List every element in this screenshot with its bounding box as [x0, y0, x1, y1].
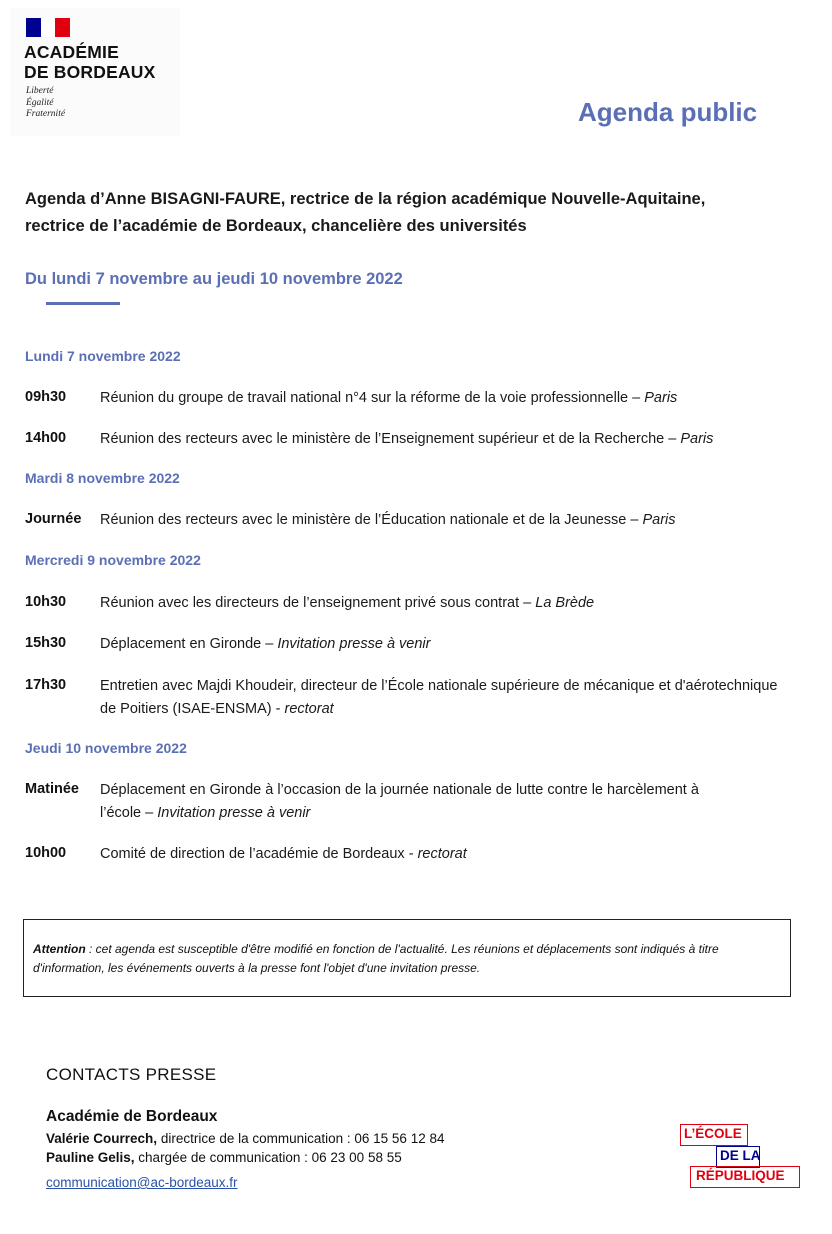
page-title: Agenda public [578, 97, 758, 127]
event-location: Paris [642, 512, 676, 528]
contact-name: Pauline Gelis, [46, 1150, 135, 1165]
ecole-logo-line-3: RÉPUBLIQUE [696, 1168, 785, 1183]
motto-fraternite: Fraternité [26, 109, 66, 119]
contact-role: chargée de communication : 06 23 00 58 55 [134, 1150, 402, 1165]
event-location: Paris [644, 390, 678, 406]
event-text: Réunion des recteurs avec le ministère de l’Enseignement supérieur et de la Recherche – [100, 431, 681, 447]
period-underline [46, 302, 120, 305]
event-time: 17h30 [25, 677, 67, 693]
event-time: Matinée [25, 781, 79, 797]
day-heading: Lundi 7 novembre 2022 [25, 348, 181, 364]
event-time: 15h30 [25, 635, 67, 651]
ecole-logo-line-1: L’ÉCOLE [684, 1126, 742, 1141]
event-description [100, 843, 800, 866]
agenda-period: Du lundi 7 novembre au jeudi 10 novembre 2022 [25, 270, 403, 288]
event-text: Comité de direction de l’académie de Bordeaux - [100, 846, 418, 862]
event-description [100, 675, 780, 721]
event-time: Journée [25, 511, 82, 527]
disclaimer-box [23, 919, 791, 997]
contact-person [46, 1150, 402, 1165]
event-text: Déplacement en Gironde à l’occasion de la journée nationale de lutte contre le harcèlement à l’école – [100, 782, 699, 821]
disclaimer-body: : cet agenda est susceptible d'être modifié en fonction de l'actualité. Les réunions et déplacements sont indiqués à titre d'information, les événements ouverts à la presse font l'objet d'une invitation presse. [33, 942, 719, 975]
logo-line-1: ACADÉMIE [24, 42, 119, 62]
disclaimer-label: Attention [33, 942, 86, 956]
ecole-republique-logo [676, 1120, 802, 1192]
event-text: Réunion du groupe de travail national n°4 sur la réforme de la voie professionnelle – [100, 390, 645, 406]
event-description [100, 509, 800, 532]
contact-name: Valérie Courrech, [46, 1131, 158, 1146]
academie-logo [10, 8, 180, 136]
marianne-flag-icon [26, 18, 70, 37]
event-location: rectorat [417, 846, 467, 862]
event-location: La Brède [535, 595, 595, 611]
day-heading: Mardi 8 novembre 2022 [25, 470, 180, 486]
logo-line-2: DE BORDEAUX [24, 62, 156, 82]
contact-role: directrice de la communication : 06 15 56 12 84 [157, 1131, 445, 1146]
event-text: Réunion des recteurs avec le ministère de l’Éducation nationale et de la Jeunesse – [100, 512, 643, 528]
event-text: Réunion avec les directeurs de l’enseignement privé sous contrat – [100, 595, 536, 611]
event-time: 10h30 [25, 594, 67, 610]
logo-name [24, 42, 156, 82]
agenda-heading: Agenda d’Anne BISAGNI-FAURE, rectrice de la région académique Nouvelle-Aquitaine, rectrice de l’académie de Bordeaux, chancelière des universités [25, 190, 706, 235]
event-time: 09h30 [25, 389, 67, 405]
logo-motto [26, 86, 65, 121]
contact-email-link[interactable]: communication@ac-bordeaux.fr [46, 1175, 238, 1190]
event-location: Invitation presse à venir [277, 636, 431, 652]
day-heading: Jeudi 10 novembre 2022 [25, 740, 187, 756]
event-description [100, 387, 800, 410]
event-location: Invitation presse à venir [157, 805, 311, 821]
motto-liberte: Liberté [26, 86, 54, 96]
event-description [100, 428, 820, 451]
event-location: Paris [680, 431, 714, 447]
event-description [100, 633, 800, 656]
motto-egalite: Égalité [26, 97, 54, 108]
contacts-organization: Académie de Bordeaux [46, 1108, 218, 1125]
event-description [100, 592, 800, 615]
contact-person [46, 1131, 444, 1146]
disclaimer-text [33, 940, 785, 978]
ecole-logo-line-2: DE LA [720, 1148, 761, 1163]
contacts-title: CONTACTS PRESSE [46, 1065, 217, 1084]
event-time: 10h00 [25, 845, 67, 861]
event-text: Déplacement en Gironde – [100, 636, 278, 652]
event-text: Entretien avec Majdi Khoudeir, directeur de l’École nationale supérieure de mécanique et d'aérotechnique de Poitiers (ISAE-ENSMA) - [100, 678, 778, 717]
event-location: rectorat [284, 701, 334, 717]
day-heading: Mercredi 9 novembre 2022 [25, 552, 201, 568]
event-description [100, 779, 710, 825]
event-time: 14h00 [25, 430, 67, 446]
